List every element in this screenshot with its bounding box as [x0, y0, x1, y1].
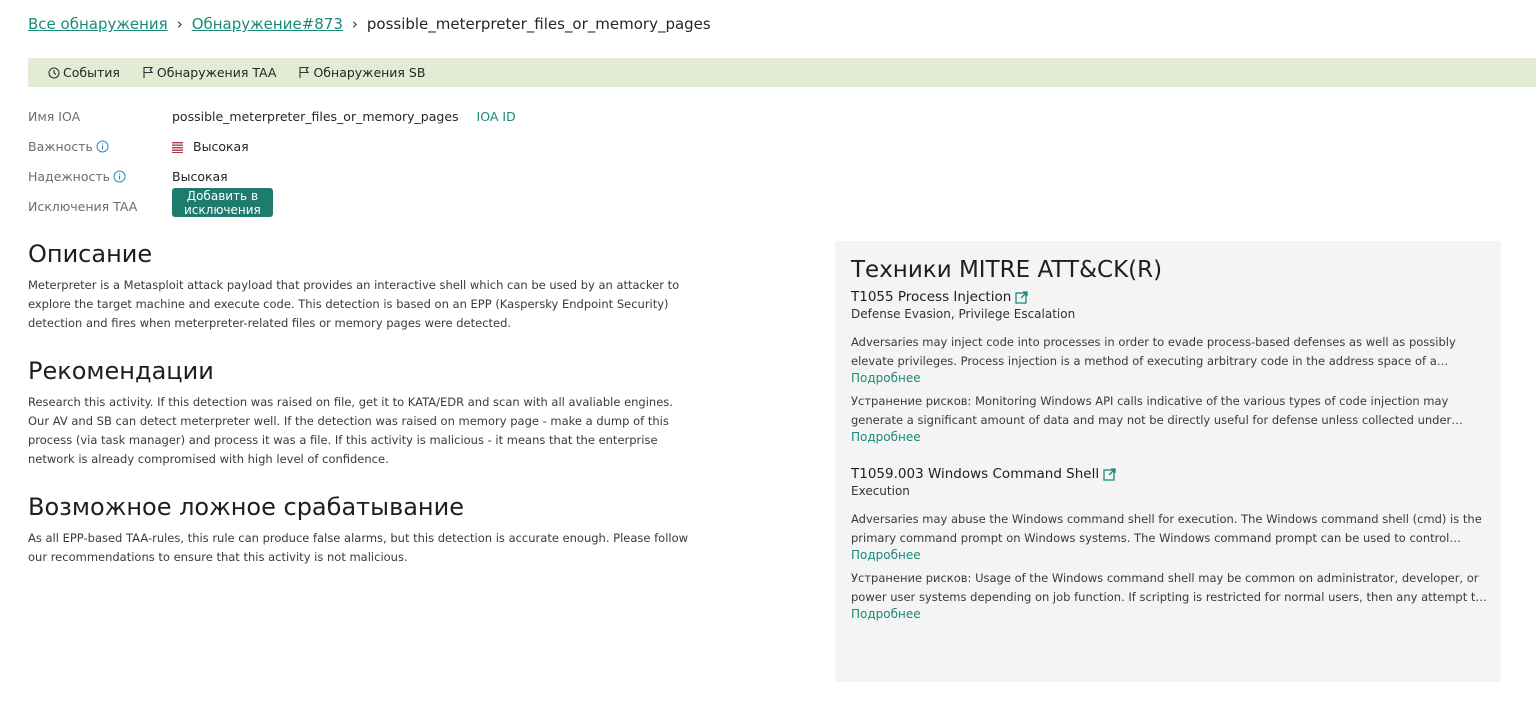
description-text: Meterpreter is a Metasploit attack payload that provides an interactive shell which can be used by an attacker to explore the target machine and execute code. This detection is based on an EPP (Kaspersky Endpoint Security) detection and fires when meterpreter-related files or memory pages were detected.	[28, 278, 680, 330]
technique-description: Adversaries may abuse the Windows command shell for execution. The Windows command shell (cmd) is the primary command prompt on Windows systems. The Windows command prompt can be used to control	[851, 512, 1482, 545]
exclusions-label: Исключения TAA	[28, 199, 138, 214]
chevron-right-icon: ›	[176, 15, 183, 33]
add-exclusion-button[interactable]: Добавить в исключения	[172, 188, 273, 217]
recommendations-text: Research this activity. If this detection was raised on file, get it to KATA/EDR and scan with all avaliable engines. Our AV and SB can detect meterpreter well. If the detection was raised on memory page - make a dump of this process (via task manager) and process it was a file. If this activity is malicious - it means that the enterprise network is already compromised with high level of confidence.	[28, 395, 673, 466]
technique-description: Adversaries may inject code into processes in order to evade process-based defenses as well as possibly elevate privileges. Process injection is a method of executing arbitrary code in the address space of a	[851, 335, 1456, 368]
severity-label-wrap	[28, 139, 109, 154]
technique-tactics: Execution	[851, 484, 910, 498]
info-icon[interactable]	[96, 140, 109, 153]
tab-bar	[28, 58, 1536, 87]
more-link[interactable]: Подробнее	[851, 430, 921, 444]
mitre-technique	[851, 289, 1491, 444]
mitre-technique	[851, 466, 1491, 621]
mitre-panel	[835, 241, 1501, 682]
ioa-name-label: Имя IOA	[28, 109, 81, 124]
tab-events[interactable]	[48, 65, 120, 80]
technique-mitigation: Устранение рисков: Monitoring Windows API calls indicative of the various types of code injection may generate a significant amount of data and may not be directly useful for defense unless collected under	[851, 394, 1452, 427]
breadcrumb-current: possible_meterpreter_files_or_memory_pages	[366, 15, 711, 33]
recommendations-title: Рекомендации	[28, 357, 214, 385]
external-link-icon[interactable]	[1015, 291, 1028, 304]
info-icon[interactable]	[113, 170, 126, 183]
more-link[interactable]: Подробнее	[851, 548, 921, 562]
tab-sb-detections-label: Обнаружения SB	[313, 65, 426, 80]
ioa-name-value: possible_meterpreter_files_or_memory_pages	[172, 109, 459, 124]
flag-icon	[298, 66, 310, 79]
breadcrumb-detection-link[interactable]: Обнаружение#873	[191, 15, 343, 33]
ioa-name-value-wrap	[172, 109, 516, 124]
severity-label: Важность	[28, 139, 93, 154]
flag-icon	[142, 66, 154, 79]
technique-tactics: Defense Evasion, Privilege Escalation	[851, 307, 1076, 321]
technique-name: T1055 Process Injection	[851, 289, 1012, 305]
severity-value: Высокая	[193, 139, 249, 154]
tab-taa-detections-label: Обнаружения TAA	[156, 65, 277, 80]
false-positive-text: As all EPP-based TAA-rules, this rule can produce false alarms, but this detection is accurate enough. Please follow our recommendations to ensure that this activity is not malicious.	[28, 531, 689, 564]
false-positive-title: Возможное ложное срабатывание	[28, 493, 464, 521]
breadcrumb-all-detections-link[interactable]: Все обнаружения	[28, 15, 168, 33]
tab-events-label: События	[63, 65, 120, 80]
ioa-id-link[interactable]: IOA ID	[476, 109, 516, 124]
confidence-label-wrap	[28, 169, 126, 184]
more-link[interactable]: Подробнее	[851, 607, 921, 621]
confidence-value: Высокая	[172, 169, 228, 184]
mitre-title: Техники MITRE ATT&CK(R)	[851, 257, 1163, 283]
description-title: Описание	[28, 240, 153, 268]
chevron-right-icon: ›	[351, 15, 358, 33]
rule-details	[28, 240, 698, 567]
external-link-icon[interactable]	[1103, 468, 1116, 481]
technique-mitigation: Устранение рисков: Usage of the Windows command shell may be common on administrator, developer, or power user systems depending on job function. If scripting is restricted for normal users, then any attempt to	[851, 571, 1483, 604]
technique-name: T1059.003 Windows Command Shell	[851, 466, 1100, 482]
confidence-label: Надежность	[28, 169, 110, 184]
technique-name-link[interactable]	[851, 466, 1491, 482]
severity-high-icon	[172, 141, 183, 153]
tab-taa-detections[interactable]	[142, 65, 277, 80]
tab-sb-detections[interactable]	[298, 65, 425, 80]
breadcrumb	[28, 15, 711, 33]
more-link[interactable]: Подробнее	[851, 371, 921, 385]
technique-name-link[interactable]	[851, 289, 1491, 305]
clock-icon	[48, 67, 60, 79]
severity-value-wrap	[172, 139, 249, 154]
